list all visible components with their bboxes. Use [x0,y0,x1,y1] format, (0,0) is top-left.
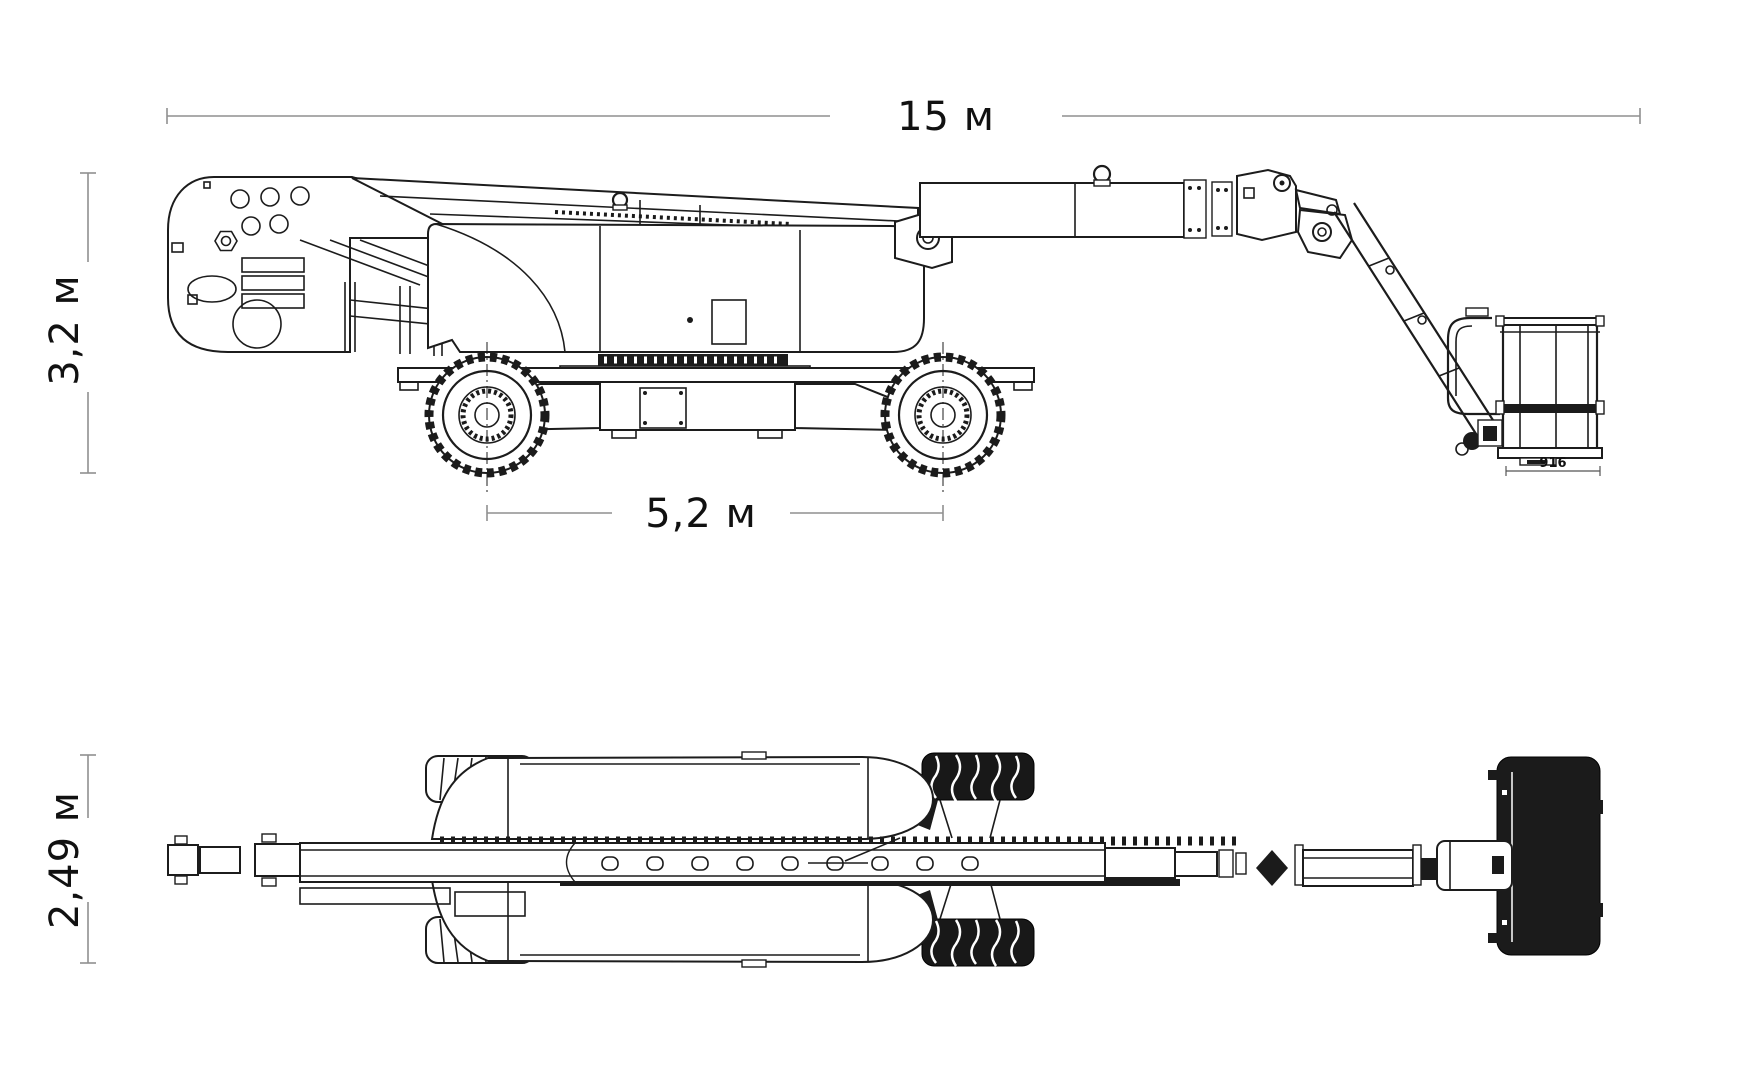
jib-arm [1334,203,1502,455]
basket-gate-plan [1437,841,1512,890]
dimension-wheelbase [487,491,943,537]
overall-length-label: 15 м [897,94,995,140]
top-view [42,752,1603,967]
front-wheel [429,342,545,492]
machine-side-elevation [168,166,1604,492]
side-view [42,94,1640,537]
rear-wheel [885,342,1001,492]
machine-plan-view [168,752,1603,967]
engine-hood-top [432,752,1000,839]
turret-body [428,210,952,352]
wheelbase-label: 5,2 м [645,491,757,537]
basket-width-label: 916 [1539,456,1567,471]
basket-gate [1448,308,1500,414]
dimension-overall-height [42,173,96,473]
basket-side [1496,316,1604,465]
dimension-overall-length [167,94,1640,140]
overall-height-label: 3,2 м [42,274,88,386]
boom-plan [168,834,1437,886]
telescopic-boom [920,166,1232,238]
overall-width-label: 2,49 м [42,791,88,929]
engine-hood-bottom [300,880,1000,967]
dimension-overall-width [42,755,96,963]
